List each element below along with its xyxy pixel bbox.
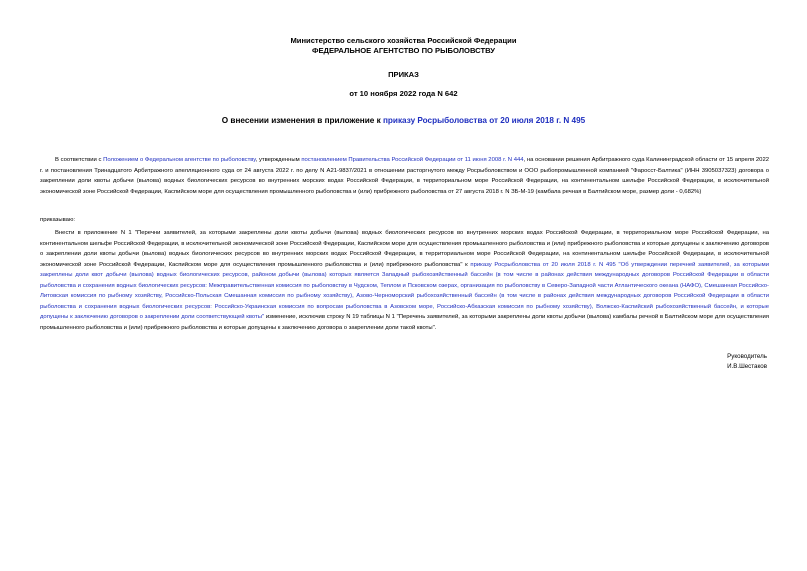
preamble-text-2: , утвержденным [255,157,302,163]
document-type: ПРИКАЗ [388,70,419,79]
preamble-text-1: В соответствии с [55,157,104,163]
document-title [0,116,807,126]
preamble-text-3: , на основании решения Арбитражного суда Калининградской области от 15 апреля 2022 г. и постановления Тринадцатого Арбитражного апелляционного суда от 24 августа 2022 г. по делу N А21-9837/2021 в отношении расторгнутого между Росрыболовством и ООО рыбопромышленной компанией "Фаросст-Балтика" (ИНН 3905037323) договора о закреплении доли квоты добычи (вылова) водных биологических ресурсов во внутренних морских водах Российской Федерации, в территориальном море Российской Федерации, на континентальном шельфе Российской Федерации, в исключительной экономической зоне Российской Федерации, Каспийском море для осуществления промышленного рыболовства и (или) прибрежного рыболовства от 27 августа 2018 г. N ЗБ-М-19 (камбала речная в Балтийском море, размер доли - 0,682%) [40,157,769,195]
link-government-decree-444[interactable]: постановлением Правительства Российской Федерации от 11 июня 2008 г. N 444 [301,157,524,163]
order-clause: приказываю: [40,217,76,223]
signatory-name: И.В.Шестаков [727,363,767,370]
ministry-name: Министерство сельского хозяйства Российской Федерации [290,36,517,45]
signatory-position: Руководитель [727,353,767,360]
operative-paragraph [40,228,769,333]
link-agency-regulation[interactable]: Положением о Федеральном агентстве по рыболовству [103,157,256,163]
agency-name: ФЕДЕРАЛЬНОЕ АГЕНТСТВО ПО РЫБОЛОВСТВУ [312,46,495,55]
title-link-order-495[interactable]: приказу Росрыболовства от 20 июля 2018 г. N 495 [382,116,586,125]
operative-text-1: Внести в приложение N 1 "Перечни заявителей, за которыми закреплены доли квоты добычи (вылова) водных биологических ресурсов во внутренних морских водах Российской Федерации, в территориальном море Российской Федерации, на континентальном шельфе Российской Федерации, в исключительной экономической зоне Российской Федерации, Каспийском море для осуществления промышленного рыболовства и (или) прибрежного рыболовства и которые допущены к заключению договоров о закреплении доли квоты добычи (вылова) водных биологических ресурсов во внутренних морских водах Российской Федерации, в территориальном море Российской Федерации, на континентальном шельфе Российской Федерации, в исключительной экономической зоне Российской Федерации, Каспийском море для осуществления промышленного рыболовства и (или) прибрежного рыболовства" к [40,230,769,268]
title-text: О внесении изменения в приложение к [221,116,383,125]
operative-text-2: изменение, исключив строку N 19 таблицы N 1 "Перечень заявителей, за которыми закреплены доли квоты добычи (вылова) камбалы речной в Балтийском море для осуществления промышленного рыболовства и (или) прибрежного рыболовства и которые допущены к заключению договора о закреплении доли такой квоты". [40,314,769,331]
link-order-495[interactable]: приказу Росрыболовства от 20 июля 2018 г. N 495 "Об утверждении перечней заявителей, за которыми закреплены доли квот добычи (вылова) водных биологических ресурсов, районом добычи (вылова) которых является Западный рыбохозяйственный бассейн (в том числе в районах действия международных договоров Российской Федерации в области рыболовства и сохранения водных биологических ресурсов: Межправительственная комиссия по рыболовству в Чудском, Теплом и Псковском озерах, организация по рыболовству в Северо-Западной части Атлантического океана (НАФО), Смешанная Российско-Литовская комиссия по рыбному хозяйству, Российско-Польская Смешанная комиссия по рыбному хозяйству), Азово-Черноморский рыбохозяйственный бассейн (в том числе в районах действия международных договоров Российской Федерации в области рыболовства и сохранения водных биологических ресурсов: Российско-Украинская комиссия по вопросам рыболовства в Азовском море, Российско-Абхазская комиссия по рыбному хозяйству), Волжско-Каспийский рыбохозяйственный бассейн, и которые допущены к заключению договоров о закреплении доли соответствующей квоты" [40,261,769,320]
preamble-paragraph [40,155,769,197]
document-date-number: от 10 ноября 2022 года N 642 [349,89,458,98]
